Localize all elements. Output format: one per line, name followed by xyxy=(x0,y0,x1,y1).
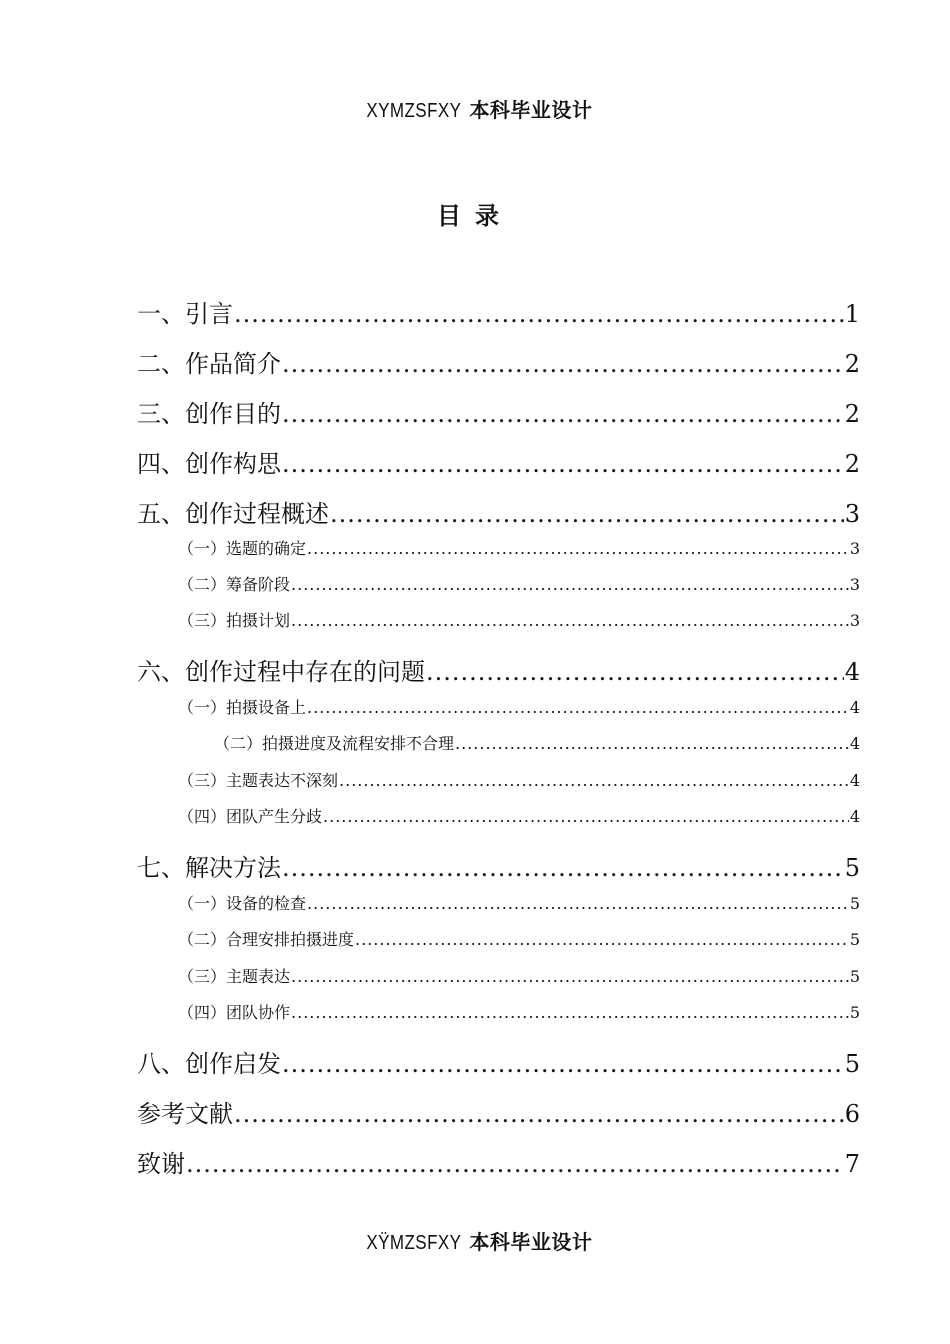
toc-subentry-label: （一）选题的确定 xyxy=(178,539,307,558)
toc-entry-label: 四、创作构思 xyxy=(137,450,281,478)
toc-subentry[interactable] xyxy=(178,804,860,827)
toc-entry-page: 2 xyxy=(844,350,860,378)
toc-entry-page: 6 xyxy=(844,1100,860,1128)
toc-subentry[interactable] xyxy=(178,572,860,595)
toc-subentry[interactable] xyxy=(178,768,860,791)
toc-subentry-page: 4 xyxy=(849,807,860,826)
toc-entry-label: 三、创作目的 xyxy=(137,400,281,428)
dot-leader xyxy=(323,807,849,826)
dot-leader xyxy=(307,894,849,913)
toc-subentry-page: 4 xyxy=(849,734,860,753)
dot-leader xyxy=(234,300,844,328)
toc-entry-label: 七、解决方法 xyxy=(137,854,281,882)
toc-subentry[interactable] xyxy=(178,964,860,987)
toc-entry[interactable] xyxy=(137,652,860,687)
toc-subentry-label: （四）团队协作 xyxy=(178,1003,291,1022)
toc-entry[interactable] xyxy=(137,494,860,529)
toc-subentry-page: 4 xyxy=(849,698,860,717)
toc-subentry-label: （二）拍摄进度及流程安排不合理 xyxy=(214,734,455,753)
dot-leader xyxy=(282,1050,844,1078)
toc-entry[interactable] xyxy=(137,1094,860,1129)
dot-leader xyxy=(282,400,844,428)
page-footer xyxy=(0,1226,950,1255)
toc-subentry-label: （一）拍摄设备上 xyxy=(178,698,307,717)
toc-entry-label: 一、引言 xyxy=(137,300,233,328)
dot-leader xyxy=(330,500,844,528)
toc-subentry-page: 3 xyxy=(849,575,860,594)
toc-subentry-label: （三）主题表达 xyxy=(178,967,291,986)
dot-leader xyxy=(282,854,844,882)
dot-leader xyxy=(307,539,849,558)
toc-entry[interactable] xyxy=(137,394,860,429)
toc-subentry-label: （一）设备的检查 xyxy=(178,894,307,913)
dot-leader xyxy=(426,658,844,686)
toc-entry-page: 3 xyxy=(844,500,860,528)
toc-subentry-page: 5 xyxy=(849,967,860,986)
toc-entry[interactable] xyxy=(137,1144,860,1179)
dot-leader xyxy=(339,771,849,790)
toc-subentry-label: （二）筹备阶段 xyxy=(178,575,291,594)
toc-subentry-label: （四）团队产生分歧 xyxy=(178,807,323,826)
toc-subentry-page: 5 xyxy=(849,930,860,949)
dot-leader xyxy=(186,1150,844,1178)
toc-subentry-page: 3 xyxy=(849,539,860,558)
dot-leader xyxy=(282,350,844,378)
toc-entry-page: 1 xyxy=(844,300,860,328)
toc-entry-label: 二、作品简介 xyxy=(137,350,281,378)
dot-leader xyxy=(307,698,849,717)
toc-entry[interactable] xyxy=(137,848,860,883)
toc-subentry-label: （三）拍摄计划 xyxy=(178,611,291,630)
footer-school-code: XŸMZSFXY xyxy=(365,1232,462,1254)
toc-entry[interactable] xyxy=(137,344,860,379)
dot-leader xyxy=(355,930,849,949)
header-school-code: XYMZSFXY xyxy=(365,100,462,122)
dot-leader xyxy=(291,611,849,630)
toc-entry-page: 2 xyxy=(844,400,860,428)
dot-leader xyxy=(234,1100,844,1128)
toc-entry-label: 五、创作过程概述 xyxy=(137,500,329,528)
toc-subentry-label: （二）合理安排拍摄进度 xyxy=(178,930,355,949)
toc-subentry[interactable] xyxy=(214,731,860,754)
toc-entry[interactable] xyxy=(137,294,860,329)
toc-entry-page: 5 xyxy=(844,854,860,882)
toc-subentry-page: 5 xyxy=(849,894,860,913)
dot-leader xyxy=(291,1003,849,1022)
toc-entry-label: 六、创作过程中存在的问题 xyxy=(137,658,425,686)
toc-entry[interactable] xyxy=(137,1044,860,1079)
toc-subentry-page: 5 xyxy=(849,1003,860,1022)
dot-leader xyxy=(291,967,849,986)
dot-leader xyxy=(455,734,849,753)
toc-subentry[interactable] xyxy=(178,536,860,559)
toc-subentry[interactable] xyxy=(178,1000,860,1023)
toc-subentry[interactable] xyxy=(178,891,860,914)
toc-entry-page: 7 xyxy=(844,1150,860,1178)
page-header xyxy=(0,94,950,123)
toc-subentry[interactable] xyxy=(178,695,860,718)
toc-subentry[interactable] xyxy=(178,608,860,631)
toc-entry-page: 5 xyxy=(844,1050,860,1078)
toc-subentry-page: 3 xyxy=(849,611,860,630)
toc-subentry-label: （三）主题表达不深刻 xyxy=(178,771,339,790)
footer-doc-type: 本科毕业设计 xyxy=(469,1230,593,1254)
toc-entry-label: 参考文献 xyxy=(137,1100,233,1128)
toc-entry-label: 八、创作启发 xyxy=(137,1050,281,1078)
toc-subentry-page: 4 xyxy=(849,771,860,790)
toc-entry-page: 4 xyxy=(844,658,860,686)
toc-entry-page: 2 xyxy=(844,450,860,478)
toc-subentry[interactable] xyxy=(178,927,860,950)
header-doc-type: 本科毕业设计 xyxy=(469,98,593,122)
toc-entry-label: 致谢 xyxy=(137,1150,185,1178)
dot-leader xyxy=(291,575,849,594)
toc-entry[interactable] xyxy=(137,444,860,479)
toc-title: 目录 xyxy=(437,202,513,230)
dot-leader xyxy=(282,450,844,478)
